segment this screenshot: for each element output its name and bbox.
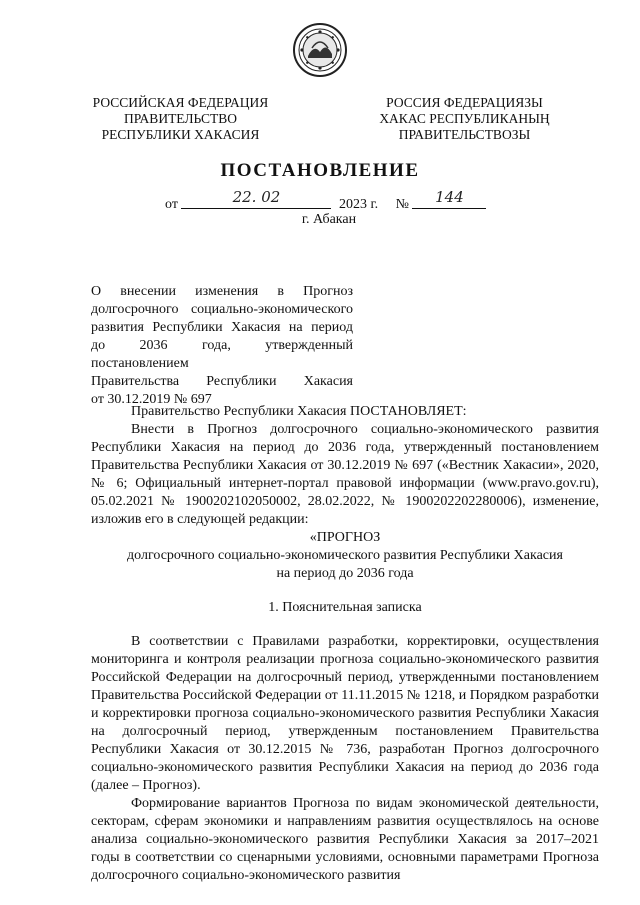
header-left-line-2: ПРАВИТЕЛЬСТВО [124,111,237,126]
date-line [165,188,486,213]
number-sign: № [395,197,409,212]
section-heading: 1. Пояснительная записка [268,600,422,615]
subject-line: О внесении изменения в Прогноз [91,284,353,299]
date-year: 2023 г. [338,197,379,212]
coat-of-arms-emblem [292,22,348,78]
city-label: г. Абакан [301,212,357,227]
document-body [91,403,599,885]
handwritten-number: 144 [435,188,464,206]
paragraph-legal-basis: В соответствии с Правилами разработки, корректировки, осуществления мониторинга и контроля реализации прогноза социально-экономического развития Российской Федерации на долгосрочный период, утвержденными постановлением Правительства Российской Федерации от 11.11.2015 № 1218, и Порядком разработки и корректировки прогноза социально-экономического развития Республики Хакасия на долгосрочный период, утвержденным постановлением Правительства Республики Хакасия от 30.12.2015 № 736, разработан Прогноз долгосрочного социально-экономического развития Республики Хакасия на период до 2036 года (далее – Прогноз). [91,634,599,793]
paragraph-variants: Формирование вариантов Прогноза по видам экономической деятельности, секторам, сферам экономики и направлениям развития осуществлялось на основе анализа социально-экономического развития Республики Хакасия за 2017–2021 годы в соответствии со сценарными условиями, основными параметрами Прогноза долгосрочного социально-экономического развития [91,796,599,883]
forecast-title-line-1: «ПРОГНОЗ [309,530,381,545]
header-right-line-3: ПРАВИТЕЛЬСТВОЗЫ [398,127,531,142]
header-left [88,95,273,143]
subject-line: Правительства Республики Хакасия [91,374,353,389]
subject-line: развития Республики Хакасия на период [91,320,353,335]
document-title: ПОСТАНОВЛЕНИЕ [220,160,420,181]
header-right-line-2: ХАКАС РЕСПУБЛИКАНЫҢ [379,111,550,126]
header-right-line-1: РОССИЯ ФЕДЕРАЦИЯЗЫ [386,95,543,110]
number-field [412,188,486,209]
date-field [181,188,331,209]
date-prefix: от [165,197,178,212]
subject-block [91,283,353,409]
paragraph-amendment: Внести в Прогноз долгосрочного социально-экономического развития Республики Хакасия на период до 2036 года, утвержденный постановлением Правительства Республики Хакасия от 30.12.2019 № 697 («Вестник Хакасии», 2020, № 6; Официальный интернет-портал правовой информации (www.pravo.gov.ru), 05.02.2021 № 1900202102050002, 28.02.2022, № 1900202202280006), изменение, изложив его в следующей редакции: [91,422,599,527]
forecast-title-line-2: долгосрочного социально-экономического развития Республики Хакасия [127,548,563,563]
subject-line: долгосрочного социально-экономического [91,302,353,317]
resolves-line: Правительство Республики Хакасия ПОСТАНОВЛЯЕТ: [131,404,467,419]
subject-line: до 2036 года, утвержденный постановлением [91,338,353,371]
forecast-title-line-3: на период до 2036 года [276,566,414,581]
handwritten-date: 22. 02 [232,188,281,206]
subject-line: от 30.12.2019 № 697 [91,392,212,407]
header-left-line-1: РОССИЙСКАЯ ФЕДЕРАЦИЯ [92,95,269,110]
header-left-line-3: РЕСПУБЛИКИ ХАКАСИЯ [101,127,260,142]
header-right [372,95,557,143]
